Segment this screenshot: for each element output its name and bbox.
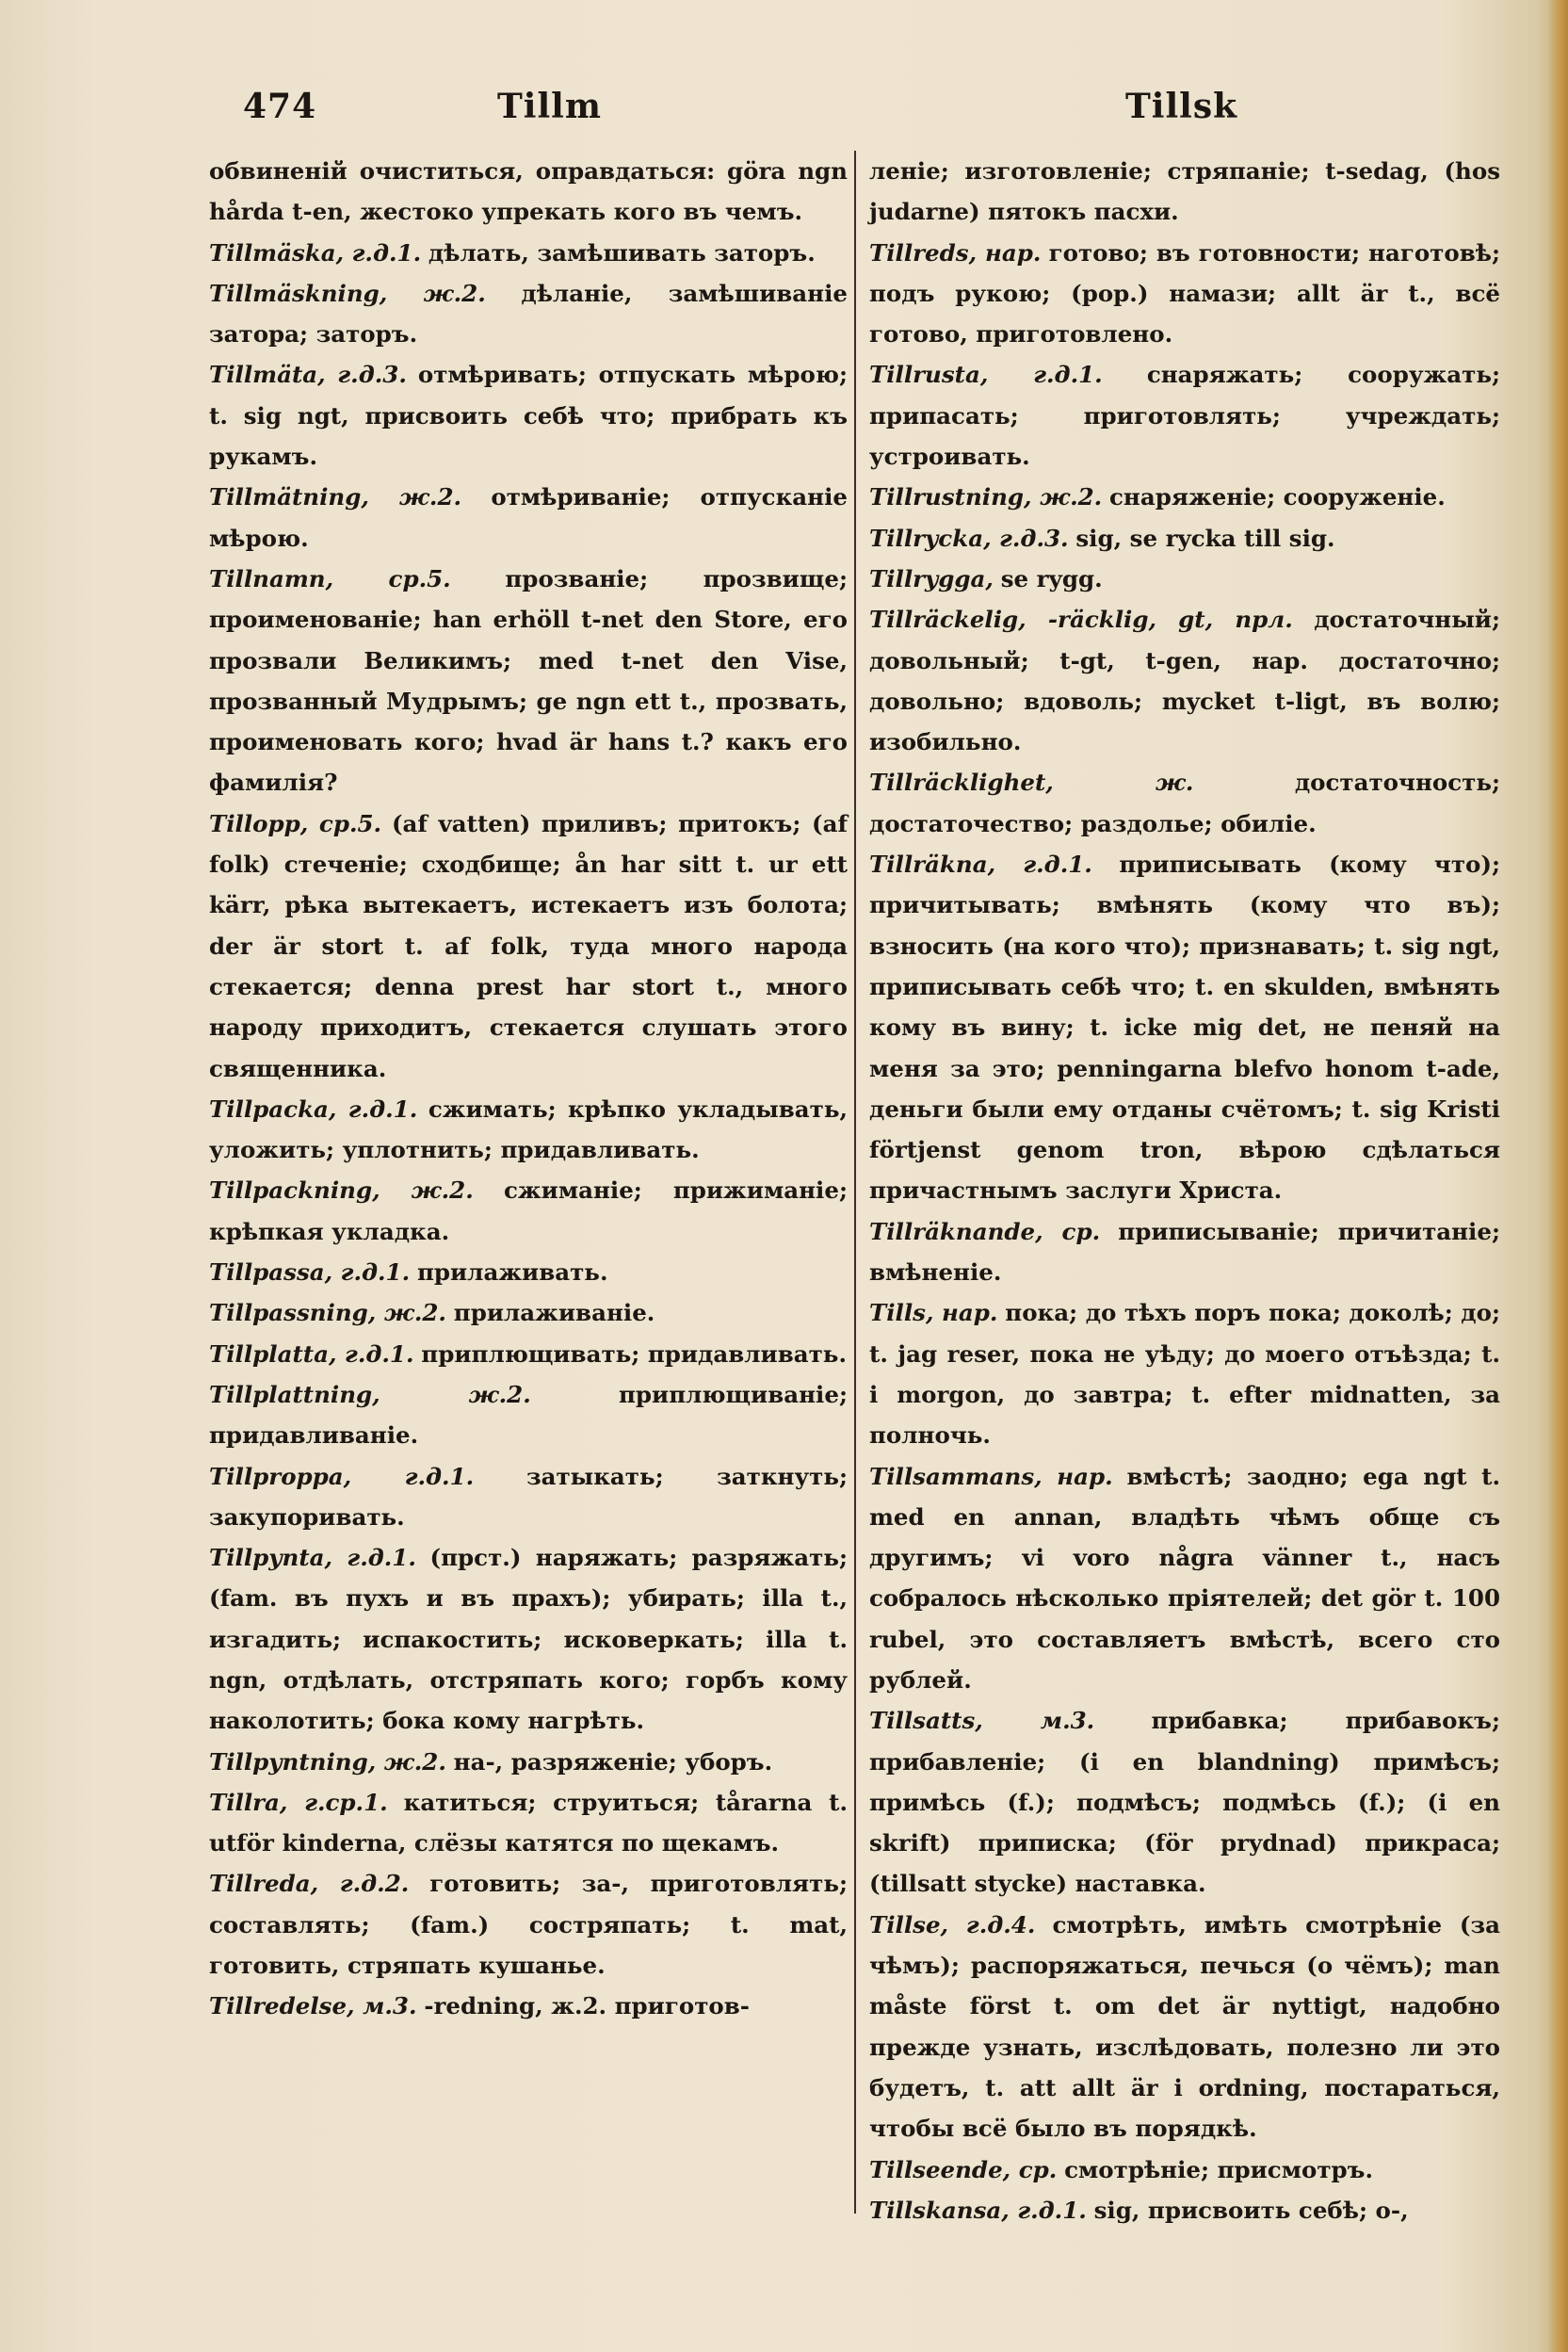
definition: sig, se rycka till sig.	[1075, 524, 1335, 552]
definition: приписывать (кому что); причитывать; вмѣнять (кому что въ); взносить (на кого что); признавать; t. sig ngt, приписывать себѣ что; t. en skulden, вмѣнять кому въ вину; t. icke mig det, не пеняй на меня за это; penningarna blefvo honom t-ade, деньги были ему отданы счётомъ; t. sig Kristi förtjenst genom tron, вѣрою сдѣлаться причастнымъ заслуги Христа.	[869, 851, 1500, 1205]
definition: -redning, ж.2. приготов-	[424, 1992, 750, 2020]
page-number: 474	[243, 87, 317, 126]
dictionary-entry	[869, 2149, 1500, 2190]
headword: Tillrycka, г.д.3.	[869, 524, 1069, 552]
definition: сжиманіе; прижиманіе; крѣпкая укладка.	[209, 1176, 848, 1245]
page-header	[0, 87, 1568, 143]
dictionary-entry	[209, 1863, 848, 1986]
definition: катиться; струиться; tårarna t. utför kinderna, слёзы катятся по щекамъ.	[209, 1788, 848, 1857]
left-column	[209, 151, 848, 2027]
headword: Tillsatts, м.3.	[869, 1707, 1095, 1735]
definition: на-, разряженіе; уборъ.	[453, 1747, 773, 1776]
definition: сжимать; крѣпко укладывать, уложить; уплотнить; придавливать.	[209, 1095, 848, 1164]
dictionary-entry	[869, 233, 1500, 355]
definition: снаряжать; сооружать; припасать; приготовлять; учреждать; устроивать.	[869, 361, 1500, 471]
headword: Tillräknande, ср.	[869, 1217, 1101, 1245]
headword: Tillreds, нар.	[869, 238, 1042, 267]
page-edge	[1547, 0, 1568, 2352]
definition: (af vatten) приливъ; притокъ; (af folk) стеченіе; сходбище; ån har sitt t. ur ett kärr, рѣка вытекаетъ, истекаетъ изъ болота; der är stort t. af folk, туда много народа стекается; denna prest har stort t., много народу приходитъ, стекается слушать этого священника.	[209, 809, 848, 1082]
headword: Tillräcklighet, ж.	[869, 769, 1194, 797]
dictionary-entry	[209, 477, 848, 559]
headword: Tillproppa, г.д.1.	[209, 1462, 475, 1490]
definition: смотрѣніе; присмотръ.	[1064, 2155, 1373, 2183]
dictionary-entry	[869, 1292, 1500, 1455]
headword: Tillrusta, г.д.1.	[869, 361, 1103, 389]
dictionary-entry	[209, 559, 848, 803]
dictionary-entry	[869, 151, 1500, 233]
definition: пока; до тѣхъ поръ пока; доколѣ; до; t. jag reser, пока не уѣду; до моего отъѣзда; t. i morgon, до завтра; t. efter midnatten, за полночь.	[869, 1299, 1501, 1450]
dictionary-entry	[869, 844, 1500, 1211]
definition: затыкать; заткнуть; закупоривать.	[209, 1462, 848, 1531]
headword: Tillra, г.ср.1.	[209, 1788, 388, 1816]
dictionary-entry	[869, 1456, 1500, 1701]
definition: приплющиваніе; придавливаніе.	[209, 1380, 848, 1450]
headword: Tills, нар.	[869, 1299, 998, 1327]
definition: дѣлать, замѣшивать заторъ.	[428, 238, 816, 267]
definition: se rygg.	[1000, 564, 1103, 592]
headword: Tillrygga,	[869, 564, 994, 592]
definition: леніе; изготовленіе; стряпаніе; t-sedag, (hos judarne) пятокъ пасхи.	[869, 157, 1500, 226]
definition: sig, присвоить себѣ; о-,	[1093, 2196, 1409, 2224]
guide-word-right: Tillsk	[1125, 87, 1238, 126]
headword: Tillplatta, г.д.1.	[209, 1339, 414, 1368]
headword: Tillpackning, ж.2.	[209, 1176, 474, 1205]
definition: достаточный; довольный; t-gt, t-gen, нар. достаточно; довольно; вдоволь; mycket t-ligt, въ волю; изобильно.	[869, 606, 1501, 756]
headword: Tillmäska, г.д.1.	[209, 238, 422, 267]
right-column	[869, 151, 1500, 2230]
definition: прилаживать.	[416, 1258, 608, 1287]
definition: прозваніе; прозвище; проименованіе; han erhöll t-net den Store, его прозвали Великимъ; med t-net den Vise, прозванный Мудрымъ; ge ngn ett t., прозвать, проименовать кого; hvad är hans t.? какъ его фамилія?	[209, 564, 848, 797]
dictionary-entry	[209, 1252, 848, 1292]
headword: Tillnamn, ср.5.	[209, 564, 451, 592]
definition: отмѣривать; отпускать мѣрою; t. sig ngt, присвоить себѣ что; прибрать къ рукамъ.	[209, 361, 848, 471]
definition: смотрѣть, имѣть смотрѣніе (за чѣмъ); распоряжаться, печься (о чёмъ); man måste först t. om det är nyttigt, надобно прежде узнать, изслѣдовать, полезно ли это будетъ, t. att allt är i ordning, постараться, чтобы всё было въ порядкѣ.	[869, 1910, 1500, 2143]
definition: вмѣстѣ; заодно; ega ngt t. med en annan, владѣть чѣмъ обще съ другимъ; vi voro några vänner t., насъ собралось нѣсколько пріятелей; det gör t. 100 rubel, это составляетъ вмѣстѣ, всего сто рублей.	[869, 1462, 1500, 1694]
dictionary-entry	[209, 1292, 848, 1333]
dictionary-entry	[209, 233, 848, 273]
definition: прилаживаніе.	[453, 1299, 655, 1327]
dictionary-entry	[869, 559, 1500, 599]
definition: достаточность; достаточество; раздолье; обиліе.	[869, 769, 1500, 837]
dictionary-entry	[869, 599, 1500, 762]
dictionary-entry	[869, 762, 1500, 844]
definition: снаряженіе; сооруженіе.	[1109, 483, 1446, 511]
headword: Tillskansa, г.д.1.	[869, 2196, 1087, 2224]
headword: Tillmätning, ж.2.	[209, 483, 462, 511]
dictionary-entry	[209, 1986, 848, 2026]
headword: Tillräkna, г.д.1.	[869, 851, 1092, 879]
dictionary-entry	[209, 1334, 848, 1374]
dictionary-entry	[209, 803, 848, 1089]
definition: (прст.) наряжать; разряжать; (fam. въ пухъ и въ прахъ); убирать; illa t., изгадить; испакостить; исковеркать; illa t. ngn, отдѣлать, отстряпать кого; горбъ кому наколотить; бока кому нагрѣть.	[209, 1544, 848, 1735]
definition: прибавка; прибавокъ; прибавленіе; (i en blandning) примѣсъ; примѣсь (f.); подмѣсъ; подмѣсь (f.); (i en skrift) приписка; (för prydnad) прикраса; (tillsatt stycke) наставка.	[869, 1707, 1500, 1898]
headword: Tillpassa, г.д.1.	[209, 1258, 411, 1287]
headword: Tillräckelig, -räcklig, gt, прл.	[869, 606, 1293, 634]
headword: Tillpyntning, ж.2.	[209, 1747, 446, 1776]
dictionary-entry	[869, 1700, 1500, 1904]
dictionary-entry	[209, 1456, 848, 1538]
headword: Tillmäskning, ж.2.	[209, 279, 486, 307]
dictionary-entry	[209, 1537, 848, 1741]
headword: Tillreda, г.д.2.	[209, 1870, 410, 1898]
headword: Tillpacka, г.д.1.	[209, 1095, 418, 1123]
headword: Tillopp, ср.5.	[209, 809, 382, 837]
dictionary-entry	[209, 354, 848, 477]
dictionary-entry	[209, 151, 848, 233]
headword: Tillplattning, ж.2.	[209, 1380, 531, 1408]
dictionary-entry	[209, 273, 848, 355]
dictionary-entry	[209, 1782, 848, 1864]
headword: Tillsammans, нар.	[869, 1462, 1113, 1490]
dictionary-entry	[869, 477, 1500, 517]
dictionary-entry	[869, 2190, 1500, 2230]
guide-word-left: Tillm	[497, 87, 602, 126]
dictionary-entry	[209, 1374, 848, 1456]
headword: Tillpynta, г.д.1.	[209, 1544, 416, 1572]
definition: приплющивать; придавливать.	[421, 1339, 847, 1368]
headword: Tillseende, ср.	[869, 2155, 1058, 2183]
definition: приписываніе; причитаніе; вмѣненіе.	[869, 1217, 1500, 1287]
dictionary-entry	[209, 1170, 848, 1252]
column-divider	[854, 151, 856, 2214]
definition: готовить; за-, приготовлять; составлять; (fam.) состряпать; t. mat, готовить, стряпать кушанье.	[209, 1870, 848, 1980]
definition: обвиненій очиститься, оправдаться: göra ngn hårda t-en, жестоко упрекать кого въ чемъ.	[209, 157, 848, 226]
dictionary-entry	[209, 1742, 848, 1782]
headword: Tillmäta, г.д.3.	[209, 361, 407, 389]
dictionary-entry	[869, 1905, 1500, 2149]
headword: Tillrustning, ж.2.	[869, 483, 1103, 511]
dictionary-entry	[869, 518, 1500, 559]
headword: Tillredelse, м.3.	[209, 1992, 417, 2020]
dictionary-entry	[869, 354, 1500, 477]
definition: готово; въ готовности; наготовѣ; подъ рукою; (рор.) намази; allt är t., всё готово, приготовлено.	[869, 238, 1500, 349]
definition: дѣланіе, замѣшиваніе затора; заторъ.	[209, 279, 849, 349]
dictionary-entry	[209, 1089, 848, 1171]
dictionary-entry	[869, 1211, 1500, 1293]
headword: Tillse, г.д.4.	[869, 1910, 1036, 1938]
definition: отмѣриваніе; отпусканіе мѣрою.	[209, 483, 848, 552]
headword: Tillpassning, ж.2.	[209, 1299, 446, 1327]
